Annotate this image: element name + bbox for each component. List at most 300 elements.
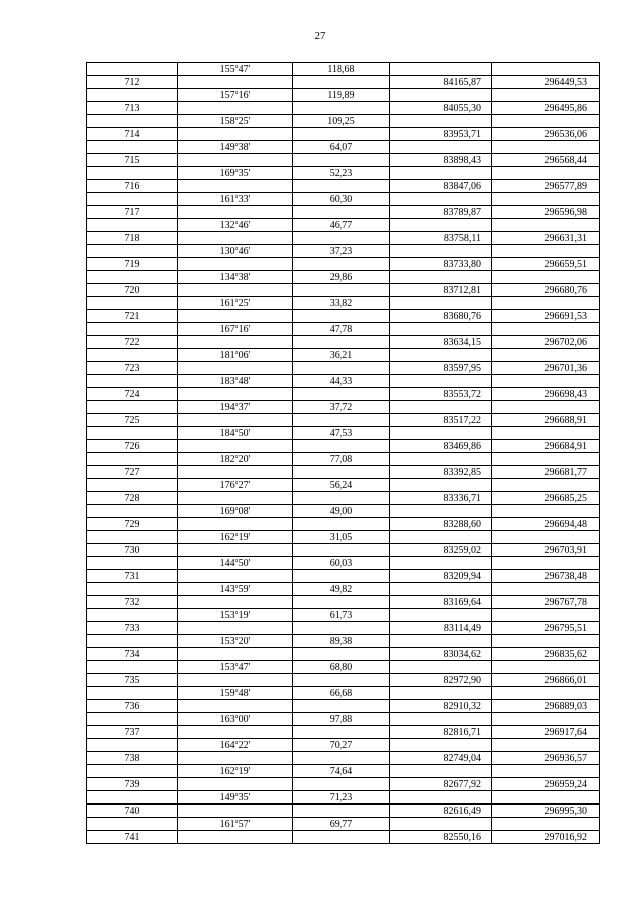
y-coordinate-cell: 296866,01 [492,674,600,687]
distance-cell [293,284,390,297]
point-number-cell: 715 [87,154,178,167]
point-number-cell: 721 [87,310,178,323]
distance-cell: 89,38 [293,635,390,648]
x-coordinate-cell: 83259,02 [390,544,492,557]
point-row [87,596,600,609]
point-row [87,544,600,557]
y-coordinate-cell: 296698,43 [492,388,600,401]
x-coordinate-cell [390,453,492,466]
distance-cell: 44,33 [293,375,390,388]
angle-cell [178,362,293,375]
point-row [87,414,600,427]
angle-cell: 155°47' [178,63,293,76]
point-number-cell [87,245,178,258]
y-coordinate-cell [492,323,600,336]
point-number-cell: 739 [87,778,178,791]
point-row [87,622,600,635]
x-coordinate-cell [390,557,492,570]
x-coordinate-cell [390,635,492,648]
y-coordinate-cell: 296596,98 [492,206,600,219]
point-number-cell: 733 [87,622,178,635]
point-number-cell: 737 [87,726,178,739]
point-row [87,336,600,349]
angle-cell: 194°37' [178,401,293,414]
x-coordinate-cell: 83712,81 [390,284,492,297]
y-coordinate-cell: 296767,78 [492,596,600,609]
angle-cell: 159°48' [178,687,293,700]
distance-cell: 36,21 [293,349,390,362]
point-number-cell: 727 [87,466,178,479]
point-row [87,518,600,531]
segment-row [87,271,600,284]
y-coordinate-cell: 296889,03 [492,700,600,713]
segment-row [87,583,600,596]
segment-row [87,635,600,648]
x-coordinate-cell [390,765,492,778]
angle-cell: 162°19' [178,765,293,778]
angle-cell [178,700,293,713]
segment-row [87,89,600,102]
point-number-cell [87,635,178,648]
point-number-cell [87,427,178,440]
point-number-cell: 723 [87,362,178,375]
y-coordinate-cell [492,401,600,414]
angle-cell [178,570,293,583]
segment-row [87,167,600,180]
point-number-cell [87,557,178,570]
angle-cell: 183°48' [178,375,293,388]
segment-row [87,609,600,622]
point-number-cell [87,791,178,805]
distance-cell [293,414,390,427]
point-number-cell: 731 [87,570,178,583]
segment-row [87,63,600,76]
y-coordinate-cell [492,505,600,518]
point-row [87,310,600,323]
segment-row [87,219,600,232]
x-coordinate-cell [390,245,492,258]
distance-cell [293,206,390,219]
x-coordinate-cell [390,323,492,336]
segment-row [87,245,600,258]
point-row [87,102,600,115]
angle-cell [178,310,293,323]
x-coordinate-cell: 84165,87 [390,76,492,89]
distance-cell [293,700,390,713]
point-number-cell: 712 [87,76,178,89]
y-coordinate-cell [492,89,600,102]
angle-cell: 132°46' [178,219,293,232]
point-row [87,206,600,219]
point-number-cell [87,349,178,362]
segment-row [87,765,600,778]
x-coordinate-cell [390,505,492,518]
y-coordinate-cell [492,583,600,596]
distance-cell [293,180,390,193]
y-coordinate-cell [492,427,600,440]
x-coordinate-cell [390,141,492,154]
x-coordinate-cell: 82816,71 [390,726,492,739]
point-number-cell [87,323,178,336]
distance-cell [293,310,390,323]
point-row [87,76,600,89]
segment-row [87,297,600,310]
angle-cell [178,726,293,739]
distance-cell [293,752,390,765]
angle-cell [178,518,293,531]
angle-cell [178,752,293,765]
y-coordinate-cell [492,271,600,284]
angle-cell: 144°50' [178,557,293,570]
point-number-cell [87,505,178,518]
page-number: 27 [314,30,326,42]
distance-cell: 47,78 [293,323,390,336]
point-row [87,804,600,818]
y-coordinate-cell: 296685,25 [492,492,600,505]
point-number-cell [87,479,178,492]
y-coordinate-cell [492,739,600,752]
y-coordinate-cell [492,531,600,544]
point-number-cell [87,765,178,778]
segment-row [87,818,600,831]
angle-cell: 167°16' [178,323,293,336]
angle-cell [178,180,293,193]
y-coordinate-cell: 296701,36 [492,362,600,375]
point-row [87,466,600,479]
distance-cell: 37,23 [293,245,390,258]
distance-cell: 52,23 [293,167,390,180]
point-row [87,492,600,505]
point-number-cell: 719 [87,258,178,271]
angle-cell: 149°35' [178,791,293,805]
y-coordinate-cell: 296959,24 [492,778,600,791]
x-coordinate-cell: 82749,04 [390,752,492,765]
angle-cell [178,284,293,297]
angle-cell: 153°20' [178,635,293,648]
point-number-cell: 726 [87,440,178,453]
x-coordinate-cell [390,791,492,805]
segment-row [87,375,600,388]
segment-row [87,479,600,492]
distance-cell: 64,07 [293,141,390,154]
segment-row [87,739,600,752]
distance-cell: 29,86 [293,271,390,284]
point-number-cell: 729 [87,518,178,531]
y-coordinate-cell [492,609,600,622]
y-coordinate-cell [492,63,600,76]
distance-cell [293,128,390,141]
point-number-cell: 732 [87,596,178,609]
angle-cell [178,492,293,505]
distance-cell: 37,72 [293,401,390,414]
point-number-cell: 717 [87,206,178,219]
distance-cell [293,466,390,479]
distance-cell: 74,64 [293,765,390,778]
angle-cell: 143°59' [178,583,293,596]
point-number-cell: 720 [87,284,178,297]
angle-cell [178,544,293,557]
angle-cell: 182°20' [178,453,293,466]
distance-cell [293,258,390,271]
segment-row [87,557,600,570]
y-coordinate-cell: 296694,48 [492,518,600,531]
distance-cell [293,544,390,557]
distance-cell [293,726,390,739]
point-number-cell [87,661,178,674]
segment-row [87,401,600,414]
x-coordinate-cell: 83953,71 [390,128,492,141]
x-coordinate-cell: 83597,95 [390,362,492,375]
y-coordinate-cell [492,349,600,362]
x-coordinate-cell: 83469,86 [390,440,492,453]
point-number-cell [87,453,178,466]
distance-cell [293,674,390,687]
segment-row [87,687,600,700]
y-coordinate-cell: 296577,89 [492,180,600,193]
x-coordinate-cell: 82677,92 [390,778,492,791]
y-coordinate-cell [492,661,600,674]
point-row [87,831,600,844]
angle-cell [178,804,293,818]
distance-cell: 33,82 [293,297,390,310]
distance-cell [293,570,390,583]
y-coordinate-cell: 296738,48 [492,570,600,583]
y-coordinate-cell: 296568,44 [492,154,600,167]
point-number-cell [87,89,178,102]
point-row [87,154,600,167]
point-row [87,752,600,765]
angle-cell [178,128,293,141]
point-row [87,726,600,739]
y-coordinate-cell [492,115,600,128]
point-number-cell: 736 [87,700,178,713]
x-coordinate-cell [390,609,492,622]
point-row [87,700,600,713]
distance-cell: 77,08 [293,453,390,466]
point-number-cell [87,219,178,232]
y-coordinate-cell: 296659,51 [492,258,600,271]
y-coordinate-cell [492,297,600,310]
distance-cell: 46,77 [293,219,390,232]
x-coordinate-cell [390,739,492,752]
angle-cell [178,154,293,167]
x-coordinate-cell: 83517,22 [390,414,492,427]
point-number-cell: 740 [87,804,178,818]
x-coordinate-cell [390,661,492,674]
angle-cell: 169°35' [178,167,293,180]
segment-row [87,791,600,805]
distance-cell: 68,80 [293,661,390,674]
segment-row [87,505,600,518]
angle-cell: 130°46' [178,245,293,258]
point-number-cell [87,583,178,596]
angle-cell [178,388,293,401]
y-coordinate-cell: 296936,57 [492,752,600,765]
point-number-cell: 713 [87,102,178,115]
point-number-cell [87,115,178,128]
angle-cell: 157°16' [178,89,293,102]
x-coordinate-cell [390,531,492,544]
segment-row [87,713,600,726]
y-coordinate-cell [492,219,600,232]
table-body [87,63,600,844]
y-coordinate-cell [492,687,600,700]
x-coordinate-cell [390,193,492,206]
angle-cell [178,674,293,687]
angle-cell [178,622,293,635]
angle-cell: 158°25' [178,115,293,128]
y-coordinate-cell [492,167,600,180]
point-number-cell [87,193,178,206]
y-coordinate-cell: 296703,91 [492,544,600,557]
segment-row [87,193,600,206]
y-coordinate-cell: 296536,06 [492,128,600,141]
angle-cell: 161°33' [178,193,293,206]
y-coordinate-cell [492,635,600,648]
point-number-cell [87,739,178,752]
distance-cell [293,336,390,349]
y-coordinate-cell [492,557,600,570]
y-coordinate-cell: 296680,76 [492,284,600,297]
point-row [87,440,600,453]
distance-cell: 49,00 [293,505,390,518]
distance-cell [293,804,390,818]
y-coordinate-cell: 296835,62 [492,648,600,661]
point-number-cell: 728 [87,492,178,505]
angle-cell [178,440,293,453]
point-row [87,570,600,583]
x-coordinate-cell: 83114,49 [390,622,492,635]
point-row [87,778,600,791]
survey-coordinates-table [86,62,600,844]
x-coordinate-cell: 84055,30 [390,102,492,115]
y-coordinate-cell [492,818,600,831]
angle-cell: 163°00' [178,713,293,726]
distance-cell [293,154,390,167]
point-number-cell: 714 [87,128,178,141]
y-coordinate-cell [492,479,600,492]
point-number-cell: 718 [87,232,178,245]
angle-cell [178,76,293,89]
distance-cell: 70,27 [293,739,390,752]
x-coordinate-cell: 83847,06 [390,180,492,193]
y-coordinate-cell [492,193,600,206]
distance-cell [293,76,390,89]
point-number-cell [87,687,178,700]
segment-row [87,349,600,362]
angle-cell: 161°57' [178,818,293,831]
point-row [87,674,600,687]
point-number-cell [87,167,178,180]
x-coordinate-cell [390,818,492,831]
angle-cell: 176°27' [178,479,293,492]
y-coordinate-cell: 296795,51 [492,622,600,635]
distance-cell: 71,23 [293,791,390,805]
angle-cell: 149°38' [178,141,293,154]
x-coordinate-cell [390,687,492,700]
x-coordinate-cell: 83680,76 [390,310,492,323]
angle-cell: 153°47' [178,661,293,674]
angle-cell [178,414,293,427]
distance-cell: 97,88 [293,713,390,726]
point-row [87,128,600,141]
point-number-cell [87,271,178,284]
x-coordinate-cell: 83758,11 [390,232,492,245]
x-coordinate-cell [390,271,492,284]
angle-cell [178,206,293,219]
x-coordinate-cell [390,427,492,440]
y-coordinate-cell: 296917,64 [492,726,600,739]
x-coordinate-cell: 82910,32 [390,700,492,713]
x-coordinate-cell [390,167,492,180]
distance-cell: 60,03 [293,557,390,570]
distance-cell: 61,73 [293,609,390,622]
angle-cell [178,336,293,349]
distance-cell [293,778,390,791]
x-coordinate-cell: 83336,71 [390,492,492,505]
angle-cell: 161°25' [178,297,293,310]
y-coordinate-cell: 297016,92 [492,831,600,844]
point-row [87,362,600,375]
point-number-cell: 738 [87,752,178,765]
point-number-cell [87,818,178,831]
distance-cell: 60,30 [293,193,390,206]
distance-cell: 56,24 [293,479,390,492]
x-coordinate-cell: 83733,80 [390,258,492,271]
point-number-cell: 734 [87,648,178,661]
x-coordinate-cell [390,713,492,726]
distance-cell: 47,53 [293,427,390,440]
segment-row [87,427,600,440]
x-coordinate-cell: 83034,62 [390,648,492,661]
angle-cell: 162°19' [178,531,293,544]
distance-cell: 118,68 [293,63,390,76]
angle-cell [178,232,293,245]
point-number-cell: 725 [87,414,178,427]
distance-cell: 109,25 [293,115,390,128]
angle-cell: 181°06' [178,349,293,362]
x-coordinate-cell [390,375,492,388]
x-coordinate-cell: 82550,16 [390,831,492,844]
point-number-cell [87,531,178,544]
x-coordinate-cell: 83392,85 [390,466,492,479]
point-row [87,180,600,193]
point-number-cell: 722 [87,336,178,349]
y-coordinate-cell: 296449,53 [492,76,600,89]
x-coordinate-cell: 83169,64 [390,596,492,609]
y-coordinate-cell [492,375,600,388]
distance-cell [293,232,390,245]
angle-cell [178,466,293,479]
segment-row [87,453,600,466]
point-number-cell: 724 [87,388,178,401]
x-coordinate-cell [390,401,492,414]
x-coordinate-cell: 83553,72 [390,388,492,401]
segment-row [87,141,600,154]
distance-cell [293,440,390,453]
point-number-cell: 716 [87,180,178,193]
distance-cell [293,388,390,401]
x-coordinate-cell: 83634,15 [390,336,492,349]
segment-row [87,661,600,674]
y-coordinate-cell: 296495,86 [492,102,600,115]
point-number-cell [87,63,178,76]
x-coordinate-cell [390,115,492,128]
y-coordinate-cell: 296631,31 [492,232,600,245]
angle-cell: 153°19' [178,609,293,622]
distance-cell: 69,77 [293,818,390,831]
y-coordinate-cell: 296995,30 [492,804,600,818]
